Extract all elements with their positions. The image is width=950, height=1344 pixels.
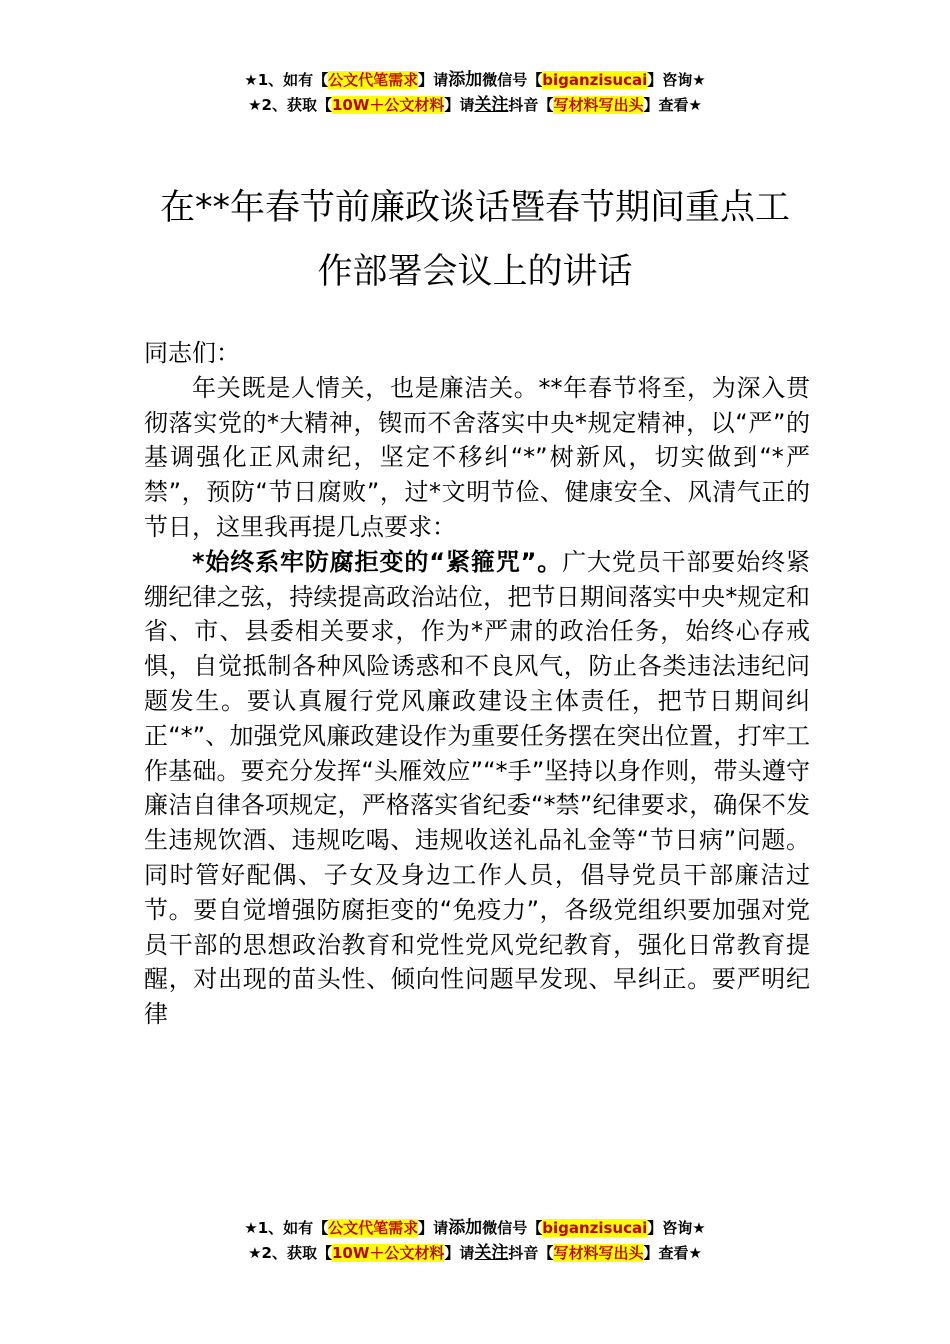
banner-text: ★2、获取【 [248,96,332,114]
banner-highlight: 公文代笔需求 [328,1219,419,1237]
banner-line-1 [0,1216,950,1241]
banner-text: 】咨询★ [647,1219,706,1237]
banner-text: ★1、如有【 [244,71,329,89]
banner-text: 】咨询★ [647,71,706,89]
salutation: 同志们： [144,339,240,367]
paragraph-heading: *始终系牢防腐拒变的“紧箍咒”。 [192,547,563,576]
banner-text: ★1、如有【 [244,1219,329,1237]
banner-text: 抖音【 [508,96,554,114]
banner-text: 】请 [444,96,475,114]
banner-text: 】查看★ [643,96,702,114]
banner-highlight: 公文代笔需求 [328,71,419,89]
banner-highlight: 10W＋公文材料 [331,96,445,114]
banner-highlight: biganzisucai [542,71,648,89]
banner-emphasis: 关注 [474,95,509,115]
banner-text: 】请 [418,71,449,89]
banner-highlight: 写材料写出头 [553,96,644,114]
title-line-1: 在**年春节前廉政谈话暨春节期间重点工 [159,188,790,228]
banner-text: 微信号【 [482,71,543,89]
banner-text: 】请 [444,1244,475,1262]
banner-line-2 [0,93,950,118]
title-line-2: 作部署会议上的讲话 [317,252,633,292]
banner-emphasis: 添加 [448,1218,483,1238]
paragraph-2 [144,545,810,1032]
banner-text: 】请 [418,1219,449,1237]
banner-highlight: biganzisucai [542,1219,648,1237]
banner-text: 微信号【 [482,1219,543,1237]
banner-text: 】查看★ [643,1244,702,1262]
paragraph-text: 广大党员干部要始终紧绷纪律之弦，持续提高政治站位，把节日期间落实中央*规定和省、市、县委相关要求，作为*严肃的政治任务，始终心存戒惧，自觉抵制各种风险诱惑和不良风气，防止各类违法违纪问题发生。要认真履行党风廉政建设主体责任，把节日期间纠正“*”、加强党风廉政建设作为重要任务摆在突出位置，打牢工作基础。要充分发挥“头雁效应”“*手”坚持以身作则，带头遵守廉洁自律各项规定，严格落实省纪委“*禁”纪律要求，确保不发生违规饮酒、违规吃喝、违规收送礼品礼金等“节日病”问题。同时管好配偶、子女及身边工作人员，倡导党员干部廉洁过节。要自觉增强防腐拒变的“免疫力”，各级党组织要加强对党员干部的思想政治教育和党性党风党纪教育，强化日常教育提醒，对出现的苗头性、倾向性问题早发现、早纠正。要严明纪律 [144,547,810,1029]
banner-text: ★2、获取【 [248,1244,332,1262]
banner-emphasis: 关注 [474,1243,509,1263]
document-body [144,336,810,1032]
banner-line-1 [0,68,950,93]
paragraph-1: 年关既是人情关，也是廉洁关。**年春节将至，为深入贯彻落实党的*大精神，锲而不舍落实中央*规定精神，以“严”的基调强化正风肃纪，坚定不移纠“*”树新风，切实做到“*严禁”，预防“节日腐败”，过*文明节俭、健康安全、风清气正的节日，这里我再提几点要求： [144,373,810,541]
document-title [100,176,850,304]
top-banner [0,68,950,118]
banner-line-2 [0,1241,950,1266]
banner-highlight: 写材料写出头 [553,1244,644,1262]
banner-emphasis: 添加 [448,70,483,90]
banner-highlight: 10W＋公文材料 [331,1244,445,1262]
banner-text: 抖音【 [508,1244,554,1262]
bottom-banner [0,1216,950,1266]
